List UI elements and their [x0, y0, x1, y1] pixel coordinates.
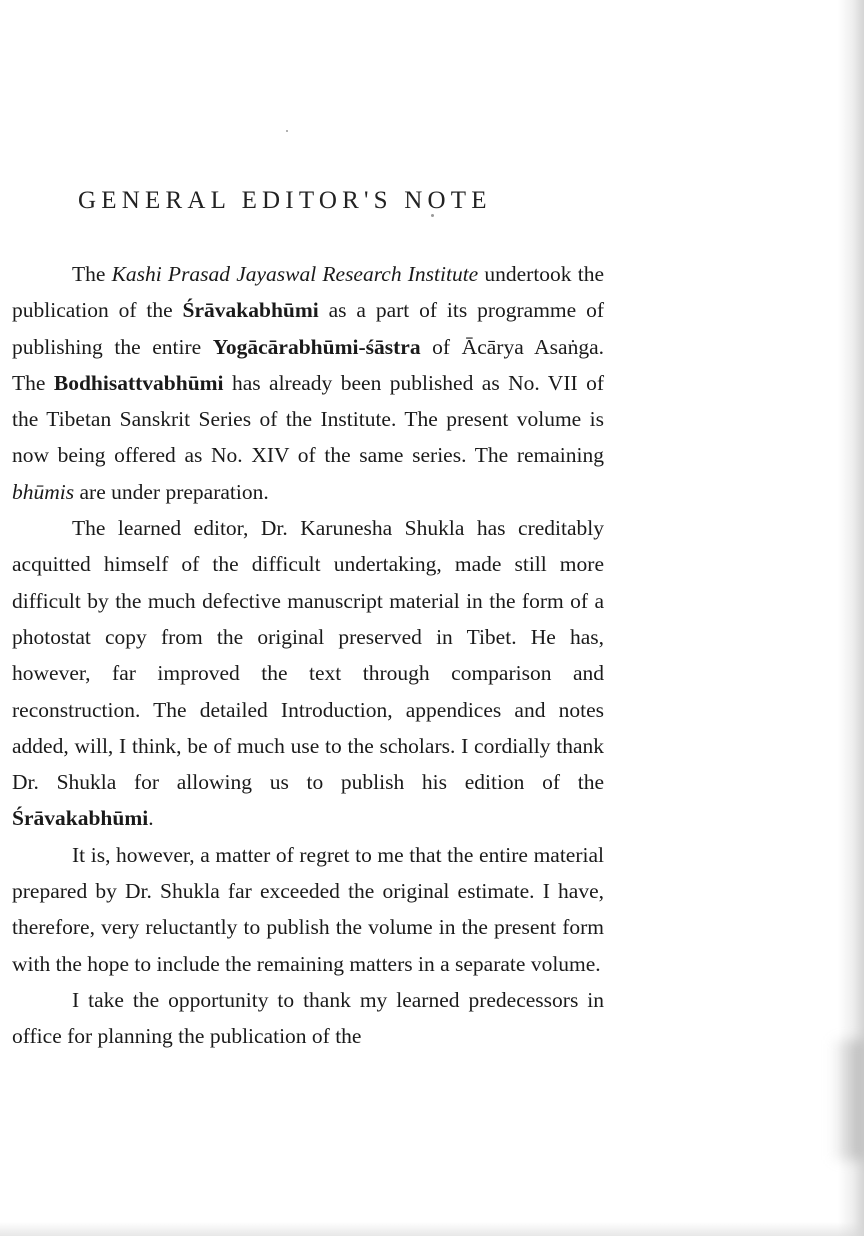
text-run: It is, however, a matter of regret to me that the entire material prepared by Dr. Shukla far exceeded the original estimate. I have, therefore, very reluctantly to publish the volume in the present form with the hope to include the remaining matters in a separate volume. [12, 842, 604, 976]
paragraph-2 [12, 510, 604, 837]
paragraph-3 [12, 837, 604, 982]
text-run: as a part of its programme of publishing the entire [12, 298, 604, 359]
work-title: Bodhisattvabhūmi [53, 370, 224, 395]
text-run: I take the opportunity to thank my learned predecessors in office for planning the publication of the [12, 987, 604, 1049]
text-run: has already been published as No. VII of the Tibetan Sanskrit Series of the Institute. The present volume is now being offered as No. XIV of the same series. The remaining [12, 370, 604, 468]
text-run: The [72, 262, 112, 286]
page-edge-shadow [830, 1040, 864, 1160]
institute-name: Kashi Prasad Jayaswal Research Institute [111, 262, 479, 286]
text-run: undertook the publication of the [12, 262, 604, 323]
italic-term: bhūmis [12, 479, 75, 504]
text-run: . [148, 806, 154, 831]
note-body [12, 256, 604, 1055]
text-run: The learned editor, Dr. Karunesha Shukla has creditably acquitted himself of the difficult undertaking, made still more difficult by the much defective manuscript material in the form of a photostat copy from the original preserved in Tibet. He has, however, far improved the text through comparison and reconstruction. The detailed Introduction, appendices and notes added, will, I think, be of much use to the scholars. I cordially thank Dr. Shukla for allowing us to publish his edition of the [12, 516, 604, 795]
paragraph-4 [12, 982, 604, 1055]
paragraph-1 [12, 256, 604, 510]
page-heading: GENERAL EDITOR'S NOTE [78, 187, 492, 214]
page-bottom-edge [0, 1222, 864, 1236]
scan-speck [286, 130, 288, 132]
work-title: Śrāvakabhūmi [12, 806, 149, 831]
work-title: Yogācārabhūmi-śāstra [212, 334, 421, 359]
text-run: of Ācārya Asaṅga. The [12, 334, 604, 395]
work-title: Śrāvakabhūmi [182, 298, 319, 323]
text-run: are under preparation. [74, 479, 269, 504]
